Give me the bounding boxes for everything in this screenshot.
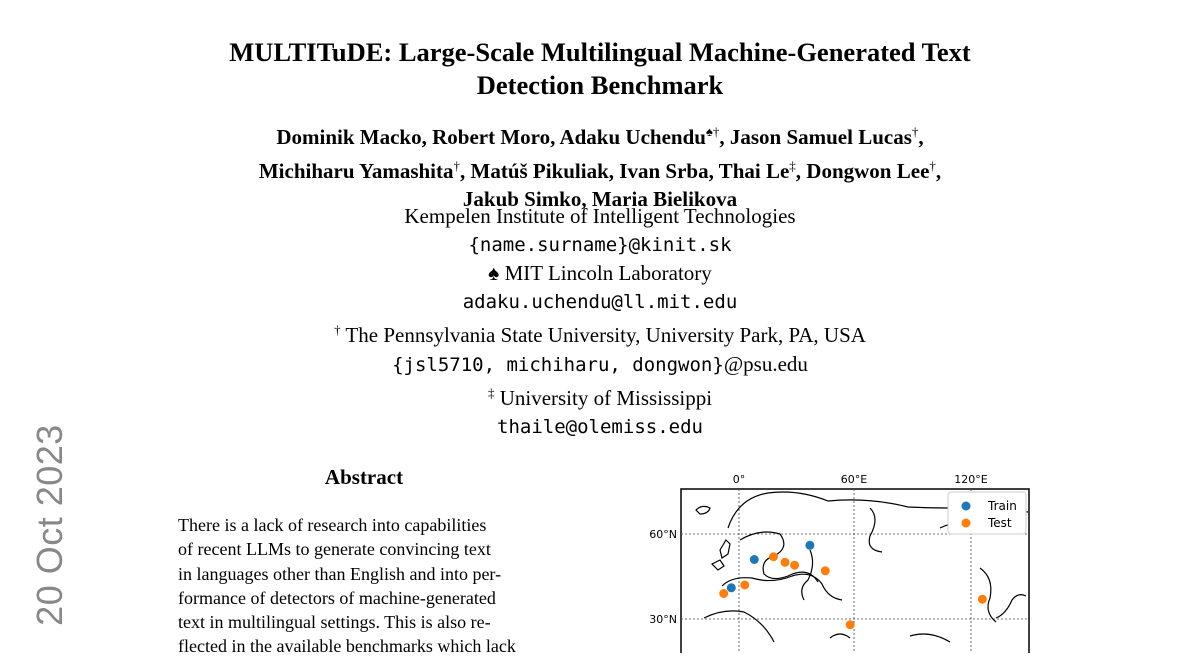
test-language-point bbox=[781, 558, 790, 567]
train-language-point bbox=[727, 583, 736, 592]
author-mark: ‡ bbox=[789, 157, 796, 173]
lon-tick: 120°E bbox=[954, 473, 988, 486]
abstract-line: in languages other than English and into per- bbox=[178, 563, 502, 584]
author-mark: † bbox=[453, 157, 460, 173]
arxiv-date-stamp bbox=[30, 420, 70, 630]
author-line-1 bbox=[150, 118, 1050, 152]
author-text: Dominik Macko, Robert Moro, Adaku Uchendu bbox=[276, 125, 706, 149]
affiliation-psu bbox=[150, 316, 1050, 350]
lat-tick: 30°N bbox=[649, 613, 677, 626]
email-mit: adaku.uchendu@ll.mit.edu bbox=[462, 290, 738, 313]
abstract-body bbox=[178, 513, 550, 659]
ddagger-mark: ‡ bbox=[487, 385, 495, 400]
abstract-line: text in multilingual settings. This is also re- bbox=[178, 612, 491, 633]
dagger-mark: † bbox=[334, 322, 341, 337]
abstract-line: There is a lack of research into capabilities bbox=[178, 515, 487, 535]
test-language-point bbox=[846, 620, 855, 629]
abstract-heading: Abstract bbox=[324, 465, 404, 489]
author-list bbox=[150, 118, 1050, 214]
email-psu-domain: @psu.edu bbox=[723, 351, 808, 376]
email-psu-users: {jsl5710, michiharu, dongwon} bbox=[392, 353, 724, 376]
author-text: , bbox=[935, 158, 942, 183]
spade-mark: ♠ bbox=[488, 261, 500, 285]
author-mark: † bbox=[911, 124, 919, 139]
test-language-point bbox=[740, 581, 749, 590]
test-language-point bbox=[978, 595, 987, 604]
abstract-line: flected in the available benchmarks which lack bbox=[178, 636, 516, 657]
map-legend bbox=[948, 492, 1026, 534]
train-language-point bbox=[805, 541, 814, 550]
test-language-point bbox=[769, 552, 778, 561]
legend-test-marker bbox=[962, 519, 971, 528]
author-text: , bbox=[918, 125, 924, 149]
affiliation-olemiss bbox=[150, 379, 1050, 413]
author-text: , Dongwon Lee bbox=[795, 158, 930, 183]
author-mark: ♠† bbox=[705, 124, 720, 139]
affiliation-mit-name: MIT Lincoln Laboratory bbox=[499, 261, 712, 285]
legend-train-marker bbox=[962, 502, 971, 511]
author-text: , Jason Samuel Lucas bbox=[719, 125, 912, 149]
author-mark: † bbox=[929, 157, 936, 173]
title-line-2: Detection Benchmark bbox=[476, 70, 724, 100]
email-olemiss: thaile@olemiss.edu bbox=[497, 415, 703, 438]
test-language-point bbox=[790, 561, 799, 570]
legend-train-label: Train bbox=[988, 499, 1017, 513]
author-line-3: Jakub Simko, Maria Bielikova bbox=[462, 187, 738, 211]
affiliations bbox=[150, 202, 1050, 441]
affiliation-olemiss-name: University of Mississippi bbox=[494, 386, 713, 410]
test-language-point bbox=[719, 589, 728, 598]
abstract-line: formance of detectors of machine-generated bbox=[178, 587, 496, 608]
affiliation-mit bbox=[150, 259, 1050, 288]
test-language-point bbox=[821, 566, 830, 575]
author-text: , Matúš Pikuliak, Ivan Srba, Thai Le bbox=[460, 158, 790, 183]
author-text: Michiharu Yamashita bbox=[258, 158, 454, 183]
affiliation-psu-name: The Pennsylvania State University, University Park, PA, USA bbox=[340, 323, 866, 347]
title-line-1: MULTITuDE: Large-Scale Multilingual Machine-Generated Text bbox=[229, 37, 971, 67]
lon-tick: 60°E bbox=[840, 473, 868, 486]
legend-test-label: Test bbox=[988, 516, 1012, 530]
affiliation-kinit: Kempelen Institute of Intelligent Technologies bbox=[404, 204, 796, 228]
abstract-line: of recent LLMs to generate convincing text bbox=[178, 539, 491, 560]
lat-tick: 60°N bbox=[649, 528, 677, 541]
language-map-figure bbox=[640, 468, 1040, 653]
email-psu bbox=[150, 350, 1050, 380]
train-language-point bbox=[750, 555, 759, 564]
arxiv-date-text: 20 Oct 2023 bbox=[29, 424, 70, 626]
paper-title bbox=[150, 36, 1050, 102]
author-line-2 bbox=[150, 152, 1050, 186]
email-kinit: {name.surname}@kinit.sk bbox=[468, 233, 732, 256]
lon-tick: 0° bbox=[732, 473, 746, 486]
